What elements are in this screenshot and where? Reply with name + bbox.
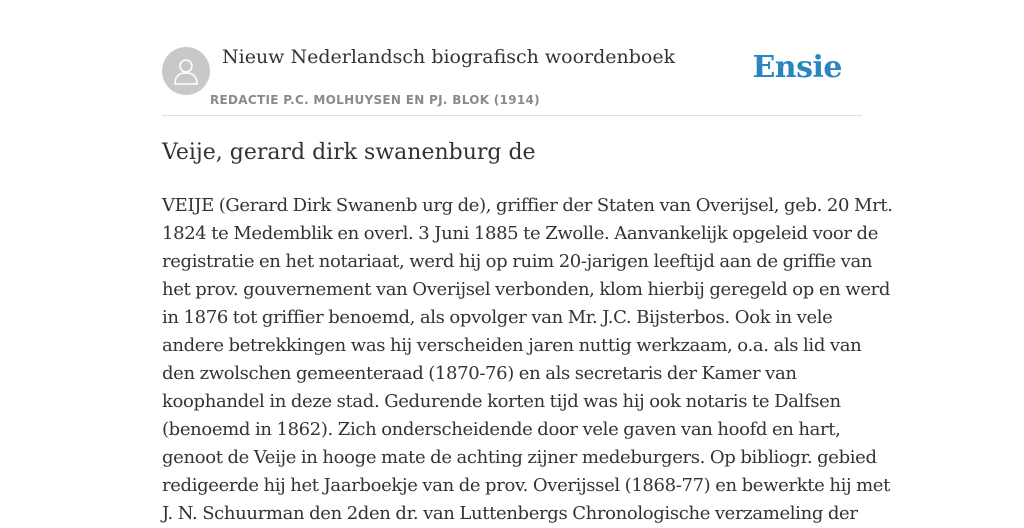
- article-line: VEIJE (Gerard Dirk Swanenb urg de), griffier der Staten van Overijsel, geb. 20 Mrt.: [162, 195, 893, 216]
- article-line: 1824 te Medemblik en overl. 3 Juni 1885 te Zwolle. Aanvankelijk opgeleid voor de: [162, 223, 878, 244]
- source-title[interactable]: Nieuw Nederlandsch biografisch woordenboek: [222, 46, 676, 68]
- source-editors: REDACTIE P.C. MOLHUYSEN EN PJ. BLOK (1914): [210, 93, 540, 107]
- avatar[interactable]: [162, 47, 210, 95]
- article-title: Veije, gerard dirk swanenburg de: [162, 140, 536, 165]
- article-line: koophandel in deze stad. Gedurende korten tijd was hij ook notaris te Dalfsen: [162, 391, 841, 412]
- article-line: den zwolschen gemeenteraad (1870-76) en als secretaris der Kamer van: [162, 363, 797, 384]
- article-line: in 1876 tot griffier benoemd, als opvolger van Mr. J.C. Bijsterbos. Ook in vele: [162, 307, 833, 328]
- article-line: J. N. Schuurman den 2den dr. van Luttenbergs Chronologische verzameling der: [162, 503, 858, 524]
- user-icon: [173, 57, 199, 85]
- article-line: (benoemd in 1862). Zich onderscheidende door vele gaven van hoofd en hart,: [162, 419, 841, 440]
- article-body: [162, 192, 893, 528]
- content-column: [162, 0, 893, 524]
- article-line: redigeerde hij het Jaarboekje van de prov. Overijssel (1868-77) en bewerkte hij met: [162, 475, 890, 496]
- brand-logo[interactable]: Ensie: [752, 50, 842, 85]
- source-header: [162, 0, 862, 116]
- article-line: het prov. gouvernement van Overijsel verbonden, klom hierbij geregeld op en werd: [162, 279, 891, 300]
- article-line: genoot de Veije in hooge mate de achting zijner medeburgers. Op bibliogr. gebied: [162, 447, 877, 468]
- article-line: registratie en het notariaat, werd hij op ruim 20-jarigen leeftijd aan de griffie van: [162, 251, 873, 272]
- article-line: andere betrekkingen was hij verscheiden jaren nuttig werkzaam, o.a. als lid van: [162, 335, 862, 356]
